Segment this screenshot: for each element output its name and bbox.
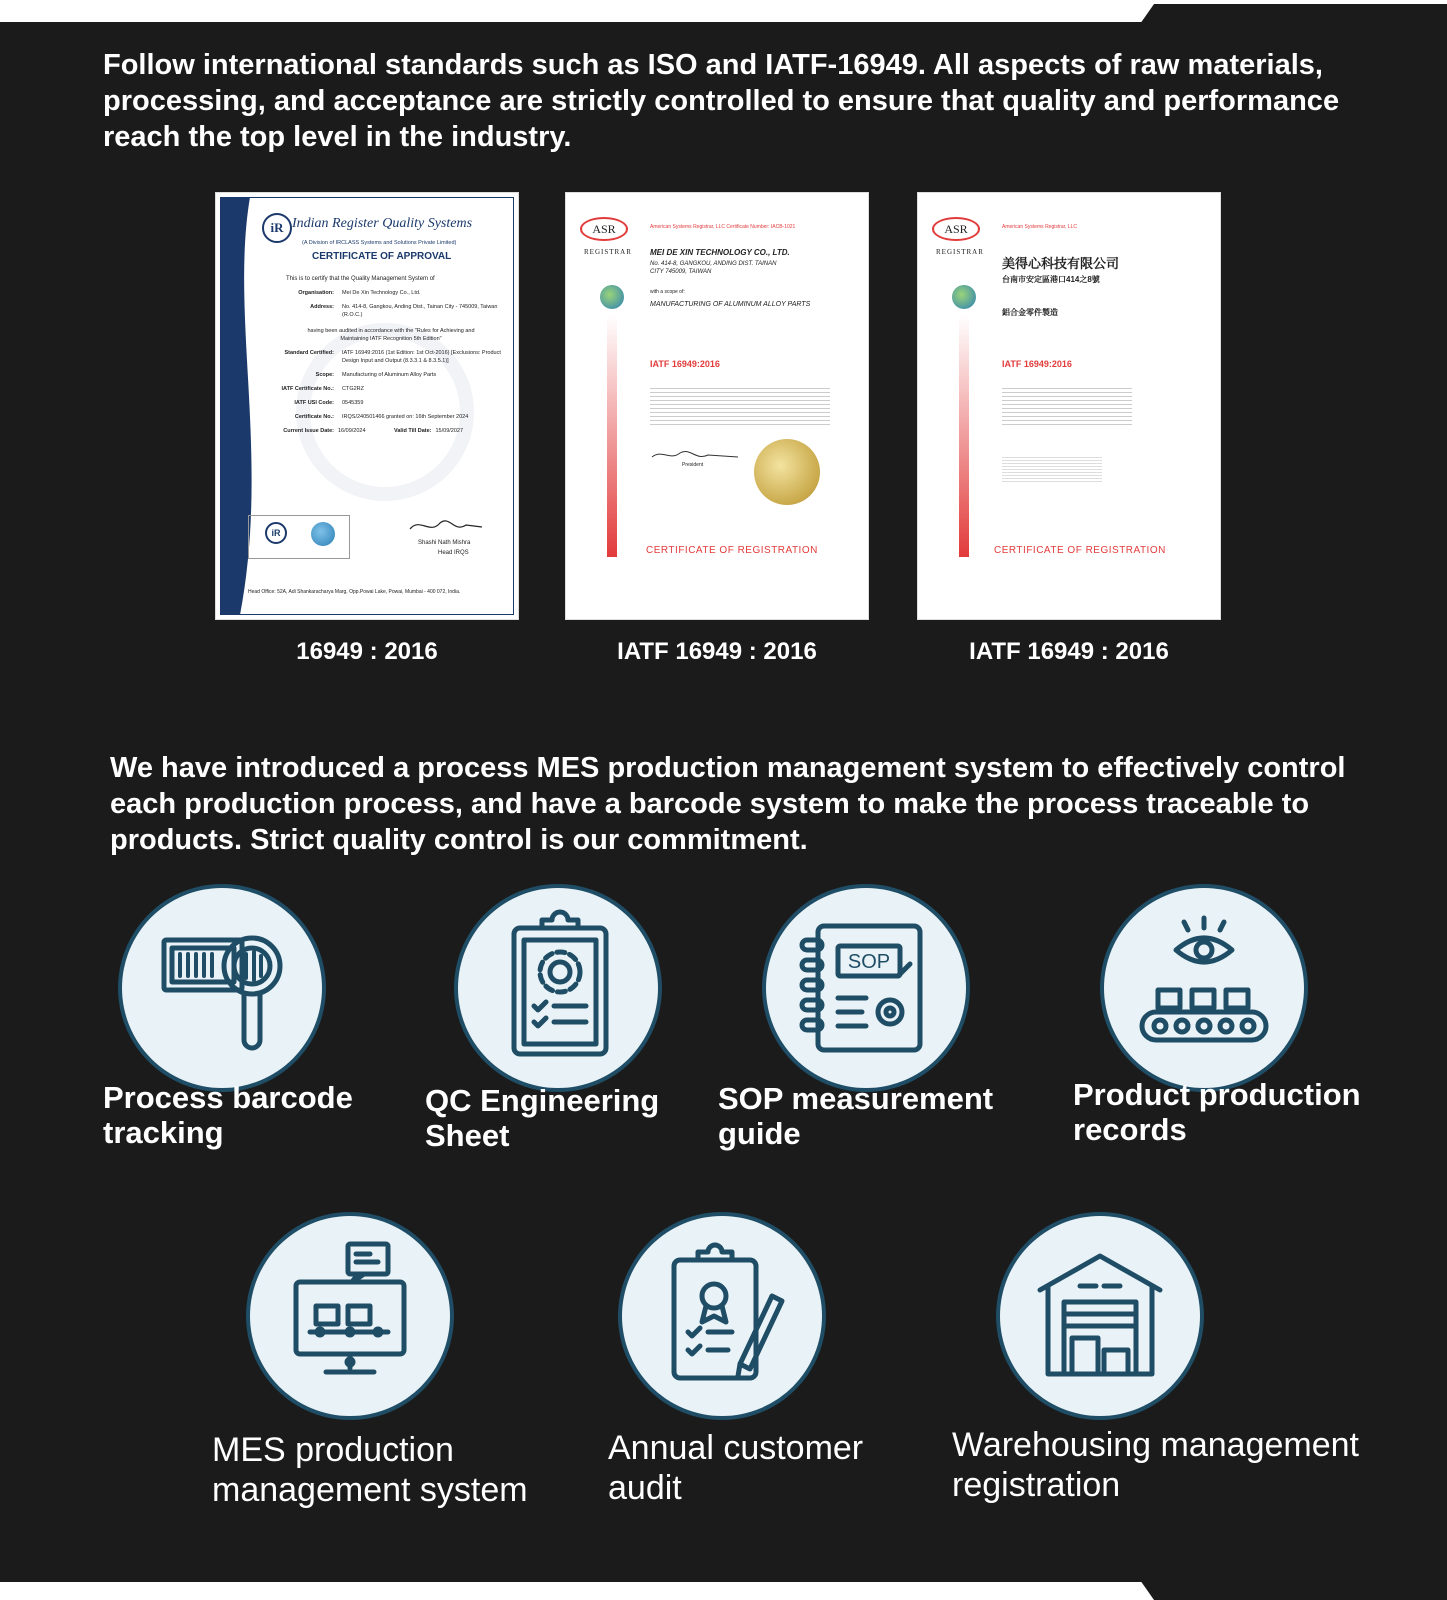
cert-address: No. 414-8, GANGKOU, ANDING DIST. TAINAN CITY 745009, TAIWAN: [650, 261, 777, 275]
clipboard-pen-icon: [622, 1216, 822, 1416]
org-label: Organisation:: [298, 290, 334, 296]
feature-label-production: Product production records: [1073, 1077, 1361, 1147]
audit-line: having been audited in accordance with the "Rules for Achieving and Maintaining IATF Recognition 5th Edition": [307, 328, 475, 342]
iatf-no-label: IATF Certificate No.:: [281, 386, 334, 392]
cert-caption-2: IATF 16949 : 2016: [617, 638, 817, 665]
cert-company: MEI DE XIN TECHNOLOGY CO., LTD.: [650, 248, 790, 257]
sop-notebook-icon: [766, 888, 966, 1088]
cert-note-lines: [1002, 455, 1102, 483]
mes-paragraph: We have introduced a process MES production management system to effectively control each production process, and have a barcode system to make the process traceable to products. Strict quality control is our commitment.: [110, 752, 1346, 856]
cert-president: President: [682, 462, 704, 468]
org-value: Mei De Xin Technology Co., Ltd.: [342, 290, 421, 296]
cert-no-label: Certificate No.:: [294, 414, 334, 420]
cert-standard: IATF 16949:2016: [650, 359, 720, 369]
usi-label: IATF USI Code:: [294, 400, 334, 406]
conveyor-eye-icon: [1104, 888, 1304, 1088]
feature-label-barcode: Process barcode tracking: [103, 1080, 353, 1150]
red-vertical-bar: [959, 315, 969, 557]
issue-value: 16/09/2024: [338, 428, 366, 434]
address-value: No. 414-8, Gangkou, Anding Dist., Tainan City - 745009, Taiwan (R.O.C.): [342, 304, 498, 318]
globe-icon: [600, 285, 624, 309]
cert-detail-lines: [650, 385, 830, 425]
cert-division: (A Division of IRCLASS Systems and Solutions Private Limited): [302, 240, 457, 246]
issue-label: Current Issue Date:: [283, 428, 334, 434]
cert-caption-3: IATF 16949 : 2016: [969, 638, 1169, 665]
asr-logo-icon: ASR: [580, 217, 628, 241]
globe-icon: [311, 522, 335, 546]
signature-icon: [406, 515, 486, 537]
top-tab-decoration: [1140, 4, 1447, 24]
cert-footer: CERTIFICATE OF REGISTRATION: [646, 545, 818, 556]
warehouse-icon: [1000, 1216, 1200, 1416]
cert-detail-lines: [1002, 385, 1132, 427]
asr-logo-icon: ASR: [932, 217, 980, 241]
certificate-asr-chinese: [918, 193, 1220, 619]
cert-header: American Systems Registrar, LLC Certificate Number: IACB-1021: [650, 224, 796, 230]
barcode-magnifier-icon: [122, 888, 322, 1088]
asr-registrar: REGISTRAR: [936, 248, 984, 256]
globe-icon: [952, 285, 976, 309]
usi-value: 0545359: [342, 400, 364, 406]
cert-certify-line: This is to certify that the Quality Management System of: [286, 276, 435, 282]
cert-company: 美得心科技有限公司: [1002, 256, 1120, 271]
cert-signer: Shashi Nath Mishra: [418, 540, 471, 546]
intro-paragraph: Follow international standards such as ISO and IATF-16949. All aspects of raw materials, processing, and acceptance are strictly controlled to ensure that quality and performance reach the top level in the industry.: [103, 49, 1340, 153]
cert-scope: 鋁合金零件製造: [1002, 308, 1058, 317]
feature-label-warehouse: Warehousing management registration: [952, 1426, 1359, 1504]
scope-value: Manufacturing of Aluminum Alloy Parts: [342, 372, 437, 378]
cert-address: 台南市安定區港口414之8號: [1002, 275, 1100, 284]
gold-seal-icon: [754, 439, 820, 505]
certificate-irqs: [216, 193, 518, 619]
valid-label: Valid Till Date:: [394, 428, 432, 434]
feature-label-mes: MES production management system: [212, 1431, 528, 1509]
monitor-conveyor-icon: [250, 1216, 450, 1416]
cert-title: CERTIFICATE OF APPROVAL: [312, 251, 452, 262]
sop-label: SOP: [847, 951, 891, 973]
iatf-no-value: CTG2RZ: [342, 386, 364, 392]
feature-label-sop: SOP measurement guide: [718, 1081, 994, 1151]
asr-registrar: REGISTRAR: [584, 248, 632, 256]
standard-value: IATF 16949:2016 (1st Edition: 1st Oct-2016) [Exclusions: Product Design Input and Output (8.3.3.1 & 8.3.5.1)]: [342, 350, 501, 364]
scope-label: Scope:: [315, 372, 334, 378]
feature-label-qc: QC Engineering Sheet: [425, 1083, 660, 1153]
cert-footer: Head Office: 52A, Adi Shankaracharya Marg, Opp.Powai Lake, Powai, Mumbai - 400 072, India.: [248, 589, 461, 595]
cert-issuer: Indian Register Quality Systems: [292, 216, 473, 231]
clipboard-gear-icon: [458, 888, 658, 1088]
cert-no-value: IRQS/240501466 granted on: 16th September 2024: [342, 414, 469, 420]
cert-scope-intro: with a scope of:: [650, 289, 685, 295]
bottom-tab-decoration: [1140, 1580, 1447, 1600]
cert-signer-title: Head IRQS: [438, 550, 469, 556]
irqs-watermark: [296, 323, 474, 501]
cert-caption-1: 16949 : 2016: [296, 638, 438, 665]
irqs-small-logo-icon: iR: [265, 522, 287, 544]
cert-scope: MANUFACTURING OF ALUMINUM ALLOY PARTS: [650, 301, 811, 308]
feature-label-audit: Annual customer audit: [608, 1429, 864, 1507]
cert-standard: IATF 16949:2016: [1002, 359, 1072, 369]
address-label: Address:: [310, 304, 334, 310]
cert-logo-box: [248, 515, 350, 559]
red-vertical-bar: [607, 315, 617, 557]
cert-header: American Systems Registrar, LLC: [1002, 224, 1078, 230]
certificate-asr-english: [566, 193, 868, 619]
standard-label: Standard Certified:: [284, 350, 334, 356]
cert-footer: CERTIFICATE OF REGISTRATION: [994, 545, 1166, 556]
irqs-logo-icon: iR: [262, 213, 292, 243]
valid-value: 15/09/2027: [435, 428, 464, 434]
